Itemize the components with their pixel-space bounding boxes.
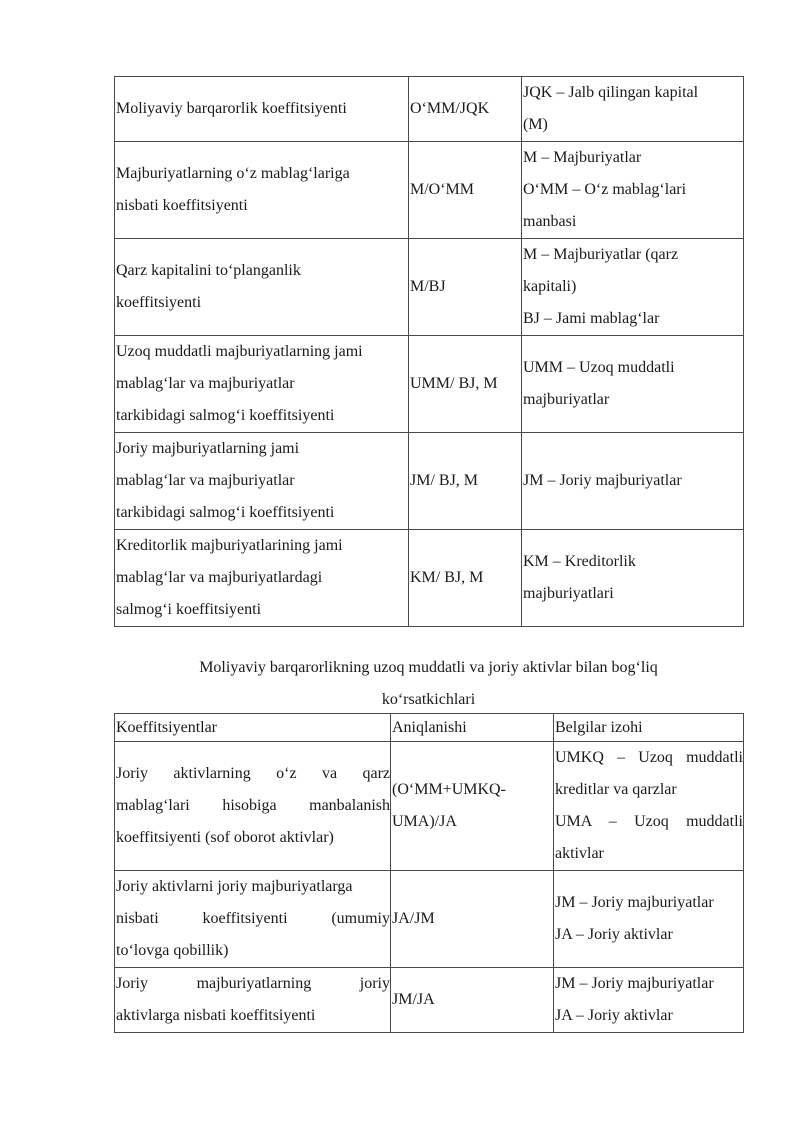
coefficients-table-1 xyxy=(114,76,744,627)
symbol-notes: UMM – Uzoq muddatli majburiyatlar xyxy=(522,336,744,433)
coefficient-formula: M/O‘MM xyxy=(409,142,522,239)
coefficient-formula: UMM/ BJ, M xyxy=(409,336,522,433)
coefficient-name: Qarz kapitalini to‘planganlik koeffitsiyenti xyxy=(115,239,409,336)
symbol-notes: KM – Kreditorlik majburiyatlari xyxy=(522,530,744,627)
coefficient-formula: O‘MM/JQK xyxy=(409,77,522,142)
coefficient-formula: JA/JM xyxy=(391,871,554,968)
coefficients-table-2 xyxy=(114,713,744,1033)
coefficient-name: Joriy majburiyatlarning jami mablag‘lar va majburiyatlar tarkibidagi salmog‘i koeffitsiyenti xyxy=(115,433,409,530)
table-row xyxy=(115,239,744,336)
symbol-notes: JQK – Jalb qilingan kapital (M) xyxy=(522,77,744,142)
table-caption: Moliyaviy barqarorlikning uzoq muddatli va joriy aktivlar bilan bog‘liq ko‘rsatkichlari xyxy=(199,659,658,708)
header-definition: Aniqlanishi xyxy=(391,714,554,742)
table-row xyxy=(115,433,744,530)
coefficient-name: Moliyaviy barqarorlik koeffitsiyenti xyxy=(115,77,409,142)
symbol-notes: UMKQ – Uzoq muddatli kreditlar va qarzlar UMA – Uzoq muddatli aktivlar xyxy=(554,742,744,871)
table-row xyxy=(115,742,744,871)
symbol-notes: JM – Joriy majburiyatlar JA – Joriy aktivlar xyxy=(554,968,744,1033)
coefficient-formula: JM/ BJ, M xyxy=(409,433,522,530)
coefficient-formula: (O‘MM+UMKQ- UMA)/JA xyxy=(391,742,554,871)
symbol-notes: M – Majburiyatlar (qarz kapitali) BJ – Jami mablag‘lar xyxy=(522,239,744,336)
table-header-row xyxy=(115,714,744,742)
table-row xyxy=(115,530,744,627)
table-row xyxy=(115,871,744,968)
coefficient-name: Joriy majburiyatlarning joriy aktivlarga nisbati koeffitsiyenti xyxy=(115,968,391,1033)
coefficient-formula: JM/JA xyxy=(391,968,554,1033)
coefficient-formula: M/BJ xyxy=(409,239,522,336)
coefficient-name: Kreditorlik majburiyatlarining jami mablag‘lar va majburiyatlardagi salmog‘i koeffitsiyenti xyxy=(115,530,409,627)
symbol-notes: JM – Joriy majburiyatlar JA – Joriy aktivlar xyxy=(554,871,744,968)
table-row xyxy=(115,968,744,1033)
coefficient-name: Uzoq muddatli majburiyatlarning jami mablag‘lar va majburiyatlar tarkibidagi salmog‘i koeffitsiyenti xyxy=(115,336,409,433)
coefficient-name: Joriy aktivlarning o‘z va qarz mablag‘lari hisobiga manbalanish koeffitsiyenti (sof oborot aktivlar) xyxy=(115,742,391,871)
header-symbol-notes: Belgilar izohi xyxy=(554,714,744,742)
coefficient-formula: KM/ BJ, M xyxy=(409,530,522,627)
coefficient-name: Joriy aktivlarni joriy majburiyatlarga nisbati koeffitsiyenti (umumiy to‘lovga qobillik) xyxy=(115,871,391,968)
symbol-notes: M – Majburiyatlar O‘MM – O‘z mablag‘lari manbasi xyxy=(522,142,744,239)
coefficient-name: Majburiyatlarning o‘z mablag‘lariga nisbati koeffitsiyenti xyxy=(115,142,409,239)
table-row xyxy=(115,142,744,239)
table-row xyxy=(115,77,744,142)
symbol-notes: JM – Joriy majburiyatlar xyxy=(522,433,744,530)
table-row xyxy=(115,336,744,433)
header-coefficients: Koeffitsiyentlar xyxy=(115,714,391,742)
